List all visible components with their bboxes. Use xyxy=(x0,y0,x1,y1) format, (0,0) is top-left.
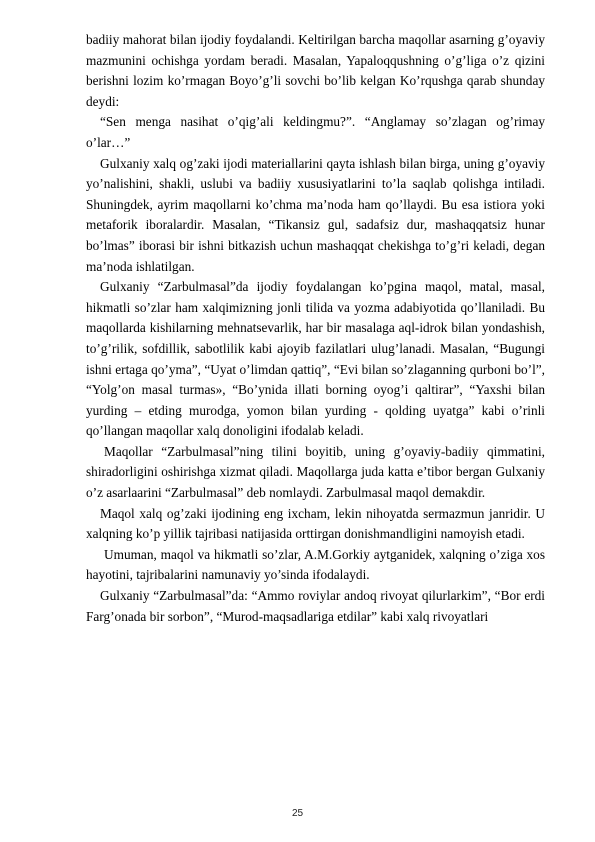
paragraph-6: Maqol xalq og’zaki ijodining eng ixcham, lekin nihoyatda sermazmun janridir. U xalqning ko’p yillik tajribasi natijasida orttirgan donishmandligini namoyish etadi. xyxy=(86,505,545,542)
paragraph-3: Gulxaniy xalq og’zaki ijodi materiallarini qayta ishlash bilan birga, uning g’oyaviy yo’nalishini, shakli, uslubi va badiiy xususiyatlarini to’la saqlab qolishga intiladi. Shuningdek, ayrim maqollarni ko’chma ma’noda ham qo’llaydi. Bu esa istiora yoki metaforik iboralardir. Masalan, “Tikansiz gul, sadafsiz dur, mashaqqatsiz hunar bo’lmas” iborasi bir ishni bitkazish uchun mashaqqat chekishga to’g’ri keladi, degan ma’noda ishlatilgan. xyxy=(86,155,545,274)
paragraph-1: badiiy mahorat bilan ijodiy foydalandi. Keltirilgan barcha maqollar asarning g’oyaviy mazmunini ochishga yordam beradi. Masalan, Yapaloqqushning o’g’liga o’z qizini berishni lozim ko’rmagan Boyo’g’li sovchi bo’lib kelgan Ko’rqushga qarab shunday deydi: xyxy=(86,32,545,109)
page-number: 25 xyxy=(291,808,304,819)
paragraph-5: Maqollar “Zarbulmasal”ning tilini boyitib, uning g’oyaviy-badiiy qimmatini, shiradorligini oshirishga xizmat qiladi. Maqollarga juda katta e’tibor bergan Gulxaniy o’z asarlaarini “Zarbulmasal” deb nomlaydi. Zarbulmasal maqol demakdir. xyxy=(86,443,545,501)
paragraph-8: Gulxaniy “Zarbulmasal”da: “Ammo roviylar andoq rivoyat qilurlarkim”, “Bor erdi Farg’onada bir sorbon”, “Murod-maqsadlariga etdilar” kabi xalq rivoyatlari xyxy=(86,588,545,624)
paragraph-2: “Sen menga nasihat o’qig’ali keldingmu?”. “Anglamay so’zlagan og’rimay o’lar…” xyxy=(86,114,545,150)
paragraph-7: Umuman, maqol va hikmatli so’zlar, A.M.Gorkiy aytganidek, xalqning o’ziga xos hayotini, tajribalarini namunaviy yo’sinda ifodalaydi. xyxy=(86,546,545,583)
paragraph-4: Gulxaniy “Zarbulmasal”da ijodiy foydalangan ko’pgina maqol, matal, masal, hikmatli so’zlar ham xalqimizning jonli tilida va yozma adabiyotida qo’llaniladi. Bu maqollarda kishilarning mehnatsevarlik, har bir masalaga aql-idrok bilan yondashish, to’g’rilik, sofdillik, sabotlilik kabi ajoyib fazilatlari ulug’lanadi. Masalan, “Bugungi ishni ertaga qo’yma”, “Uyat o’limdan qattiq”, “Evi bilan so’zlaganning qurboni bo’l”, “Yolg’on masal turmas», “Bo’ynida illati borning oyog’i qaltirar”, “Yaxshi bilan yurding – etding murodga, yomon bilan yurding - qolding uyatga” kabi o’rinli qo’llangan maqollar xalq donoligini ifodalab keladi. xyxy=(86,279,545,439)
document-page xyxy=(86,30,545,627)
